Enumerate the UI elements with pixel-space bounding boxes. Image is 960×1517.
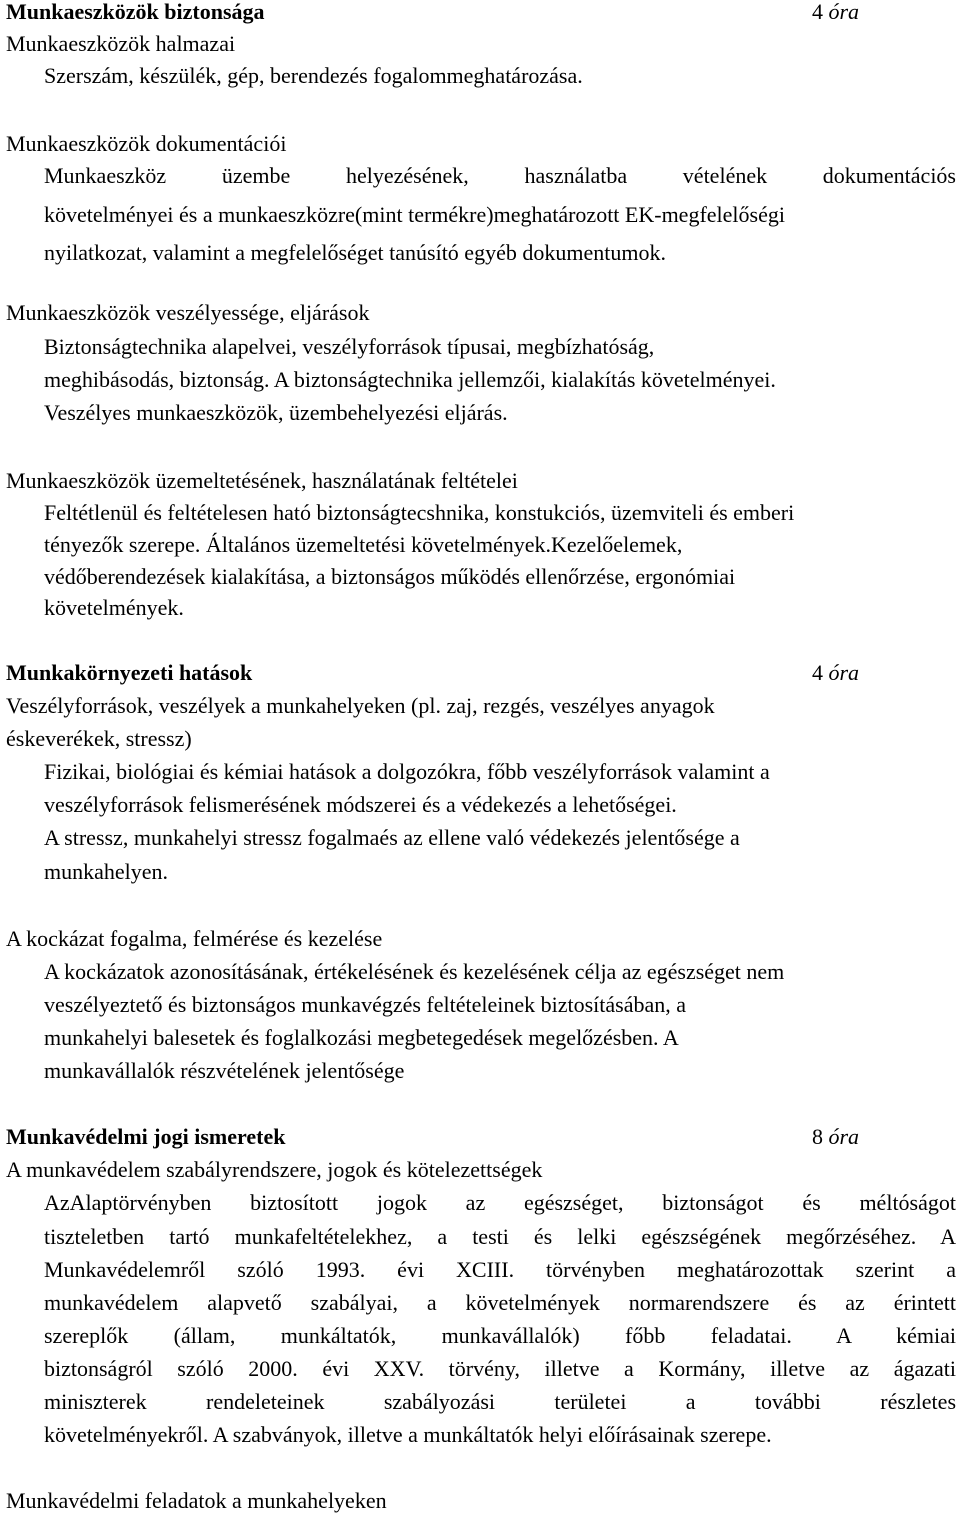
body-line: éskeverékek, stressz) [6, 726, 192, 751]
body-line: munkahelyi balesetek és foglalkozási megbetegedések megelőzésben. A [44, 1025, 679, 1050]
subsection-title: A munkavédelem szabályrendszere, jogok és kötelezettségek [6, 1157, 543, 1182]
body-line: Fizikai, biológiai és kémiai hatások a dolgozókra, főbb veszélyforrások valamint a [44, 759, 770, 784]
body-line: AzAlaptörvényben biztosított jogok az egészséget, biztonságot és méltóságot [44, 1190, 956, 1215]
body-line: munkavállalók részvételének jelentősége [44, 1058, 405, 1083]
subsection-title: Munkaeszközök halmazai [6, 31, 236, 56]
body-line: tiszteletben tartó munkafeltételekhez, a testi és lelki egészségének megőrzéséhez. A [44, 1224, 956, 1249]
section-title: Munkaeszközök biztonsága [6, 0, 265, 24]
subsection-title: A kockázat fogalma, felmérése és kezelése [6, 926, 383, 951]
hours-unit: óra [828, 0, 860, 24]
subsection-title: Munkaeszközök üzemeltetésének, használatának feltételei [6, 468, 518, 493]
hours-label [812, 657, 859, 689]
hours-unit: óra [828, 660, 860, 685]
body-line: tényezők szerepe. Általános üzemeltetési követelmények.Kezelőelemek, [44, 532, 683, 557]
hours-unit: óra [828, 1124, 860, 1149]
body-line: Feltétlenül és feltételesen ható biztonságtecshnika, konstukciós, üzemviteli és emberi [44, 500, 795, 525]
hours-number: 8 [812, 1124, 823, 1149]
body-line: veszélyforrások felismerésének módszerei és a védekezés a lehetőségei. [44, 792, 677, 817]
body-line: biztonságról szóló 2000. évi XXV. törvény, illetve a Kormány, illetve az ágazati [44, 1356, 956, 1381]
subsection-title: Munkaeszközök dokumentációi [6, 131, 287, 156]
body-line: munkavédelem alapvető szabályai, a követelmények normarendszere és az érintett [44, 1290, 956, 1315]
body-line: A kockázatok azonosításának, értékelésének és kezelésének célja az egészséget nem [44, 959, 785, 984]
body-line: szereplők (állam, munkáltatók, munkavállalók) főbb feladatai. A kémiai [44, 1323, 956, 1348]
body-line: követelményekről. A szabványok, illetve a munkáltatók helyi előírásainak szerepe. [44, 1422, 772, 1447]
body-line: A stressz, munkahelyi stressz fogalmaés az ellene való védekezés jelentősége a [44, 825, 740, 850]
body-line: Munkaeszköz üzembe helyezésének, használatba vételének dokumentációs [44, 163, 956, 188]
body-line: meghibásodás, biztonság. A biztonságtechnika jellemzői, kialakítás követelményei. [44, 367, 776, 392]
body-line: követelményei és a munkaeszközre(mint termékre)meghatározott EK-megfelelőségi [44, 202, 785, 227]
body-line: Biztonságtechnika alapelvei, veszélyforrások típusai, megbízhatóság, [44, 334, 655, 359]
body-line: veszélyeztető és biztonságos munkavégzés feltételeinek biztosításában, a [44, 992, 687, 1017]
section-title: Munkavédelmi jogi ismeretek [6, 1124, 286, 1149]
body-line: Munkavédelemről szóló 1993. évi XCIII. törvényben meghatározottak szerint a [44, 1257, 956, 1282]
body-line: követelmények. [44, 595, 184, 620]
body-line: nyilatkozat, valamint a megfelelőséget tanúsító egyéb dokumentumok. [44, 240, 666, 265]
hours-label [812, 0, 859, 28]
hours-label [812, 1121, 859, 1153]
section-title: Munkakörnyezeti hatások [6, 660, 253, 685]
body-line: Veszélyes munkaeszközök, üzembehelyezési eljárás. [44, 400, 508, 425]
subsection-title: Munkaeszközök veszélyessége, eljárások [6, 300, 370, 325]
body-line: Veszélyforrások, veszélyek a munkahelyeken (pl. zaj, rezgés, veszélyes anyagok [6, 693, 715, 718]
body-line: védőberendezések kialakítása, a biztonságos működés ellenőrzése, ergonómiai [44, 564, 736, 589]
hours-number: 4 [812, 0, 823, 24]
body-line: munkahelyen. [44, 859, 169, 884]
hours-number: 4 [812, 660, 823, 685]
body-line: miniszterek rendeleteinek szabályozási területei a további részletes [44, 1389, 956, 1414]
subsection-title: Munkavédelmi feladatok a munkahelyeken [6, 1488, 387, 1513]
body-line: Szerszám, készülék, gép, berendezés fogalommeghatározása. [44, 63, 583, 88]
